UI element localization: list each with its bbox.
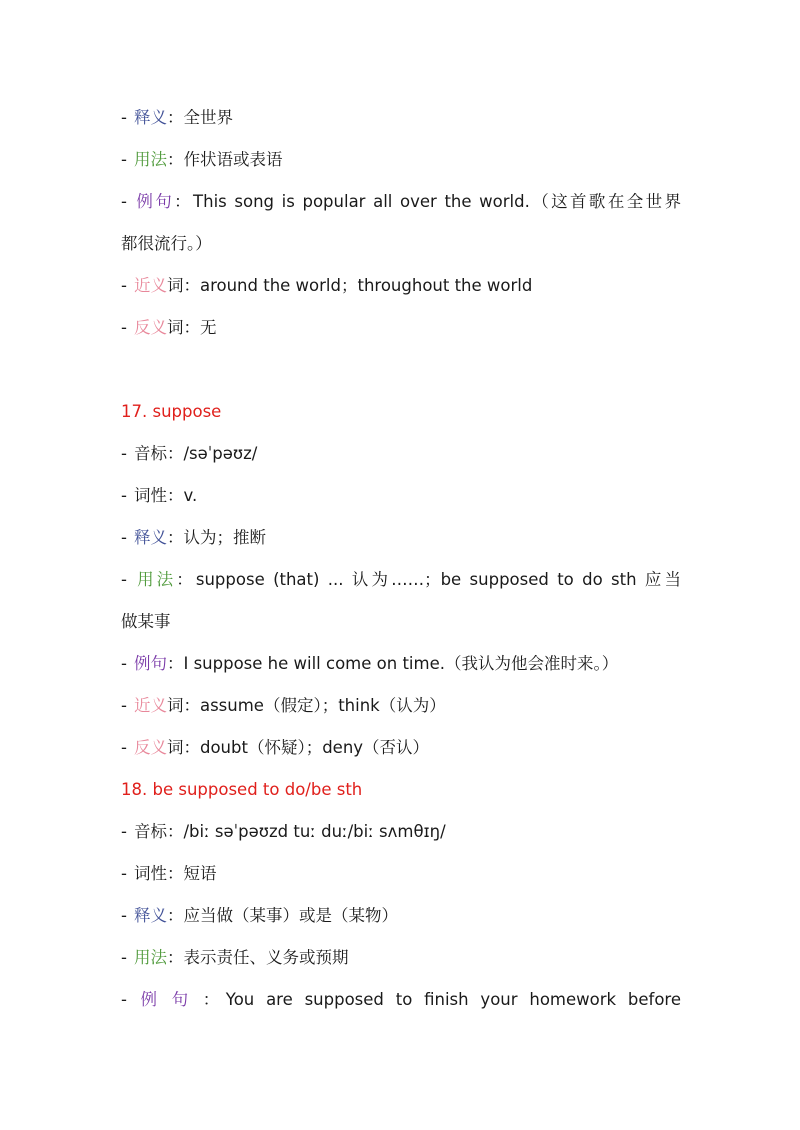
bullet-dash: - [121, 738, 127, 757]
definition-line [121, 904, 681, 928]
antonym-text: 词：doubt（怀疑）；deny（否认） [166, 738, 430, 757]
phonetic-text: 音标：/biː səˈpəʊzd tuː duː/biː sʌmθɪŋ/ [133, 822, 446, 841]
part-of-speech-text: 词性：v. [133, 486, 198, 505]
continuation-text: 都很流行。） [121, 234, 212, 253]
example-text: ：You are supposed to finish your homework before [202, 990, 681, 1009]
bullet-dash: - [121, 276, 127, 295]
usage-line [121, 946, 681, 970]
entry-heading: 18. be supposed to do/be sth [121, 780, 363, 799]
example-text: ：I suppose he will come on time.（我认为他会准时来。） [166, 654, 619, 673]
bullet-dash: - [121, 108, 127, 127]
usage-continuation [121, 610, 681, 634]
usage-line [121, 568, 681, 592]
synonym-line [121, 694, 681, 718]
part-of-speech-line [121, 484, 681, 508]
bullet-dash: - [121, 570, 127, 589]
usage-text: ：suppose (that) ... 认为……；be supposed to do sth 应当 [176, 570, 682, 589]
synonym-text: 词：around the world；throughout the world [166, 276, 533, 295]
part-of-speech-line [121, 862, 681, 886]
antonym-line [121, 316, 681, 340]
usage-line [121, 148, 681, 172]
synonym-line [121, 274, 681, 298]
synonym-label: 近义 [133, 276, 167, 295]
usage-label: 用法 [133, 150, 167, 169]
continuation-text: 做某事 [121, 612, 171, 631]
example-line [121, 652, 681, 676]
bullet-dash: - [121, 444, 127, 463]
bullet-dash: - [121, 486, 127, 505]
example-label: 例句 [133, 654, 167, 673]
example-line [121, 190, 681, 214]
phonetic-line [121, 442, 681, 466]
bullet-dash: - [121, 654, 127, 673]
bullet-dash: - [121, 864, 127, 883]
definition-label: 释义 [133, 528, 167, 547]
example-text: ：This song is popular all over the world.（这首歌在全世界 [174, 192, 682, 211]
example-continuation [121, 232, 681, 256]
usage-label: 用法 [133, 570, 177, 589]
example-label: 例句 [133, 990, 203, 1009]
bullet-dash: - [121, 192, 127, 211]
definition-line [121, 526, 681, 550]
antonym-label: 反义 [133, 318, 167, 337]
bullet-dash: - [121, 318, 127, 337]
antonym-label: 反义 [133, 738, 167, 757]
phonetic-text: 音标：/səˈpəʊz/ [133, 444, 258, 463]
usage-text: ：作状语或表语 [166, 150, 283, 169]
example-label: 例句 [133, 192, 175, 211]
bullet-dash: - [121, 948, 127, 967]
definition-text: ：应当做（某事）或是（某物） [166, 906, 398, 925]
phonetic-line [121, 820, 681, 844]
bullet-dash: - [121, 990, 127, 1009]
usage-text: ：表示责任、义务或预期 [166, 948, 349, 967]
definition-label: 释义 [133, 108, 167, 127]
bullet-dash: - [121, 696, 127, 715]
bullet-dash: - [121, 528, 127, 547]
usage-label: 用法 [133, 948, 167, 967]
definition-label: 释义 [133, 906, 167, 925]
part-of-speech-text: 词性：短语 [133, 864, 217, 883]
definition-text: ：认为；推断 [166, 528, 266, 547]
bullet-dash: - [121, 906, 127, 925]
definition-line [121, 106, 681, 130]
antonym-text: 词：无 [166, 318, 217, 337]
synonym-text: 词：assume（假定）；think（认为） [166, 696, 446, 715]
definition-text: ：全世界 [166, 108, 233, 127]
entry-heading: 17. suppose [121, 402, 222, 421]
bullet-dash: - [121, 822, 127, 841]
synonym-label: 近义 [133, 696, 167, 715]
example-line [121, 988, 681, 1012]
bullet-dash: - [121, 150, 127, 169]
antonym-line [121, 736, 681, 760]
